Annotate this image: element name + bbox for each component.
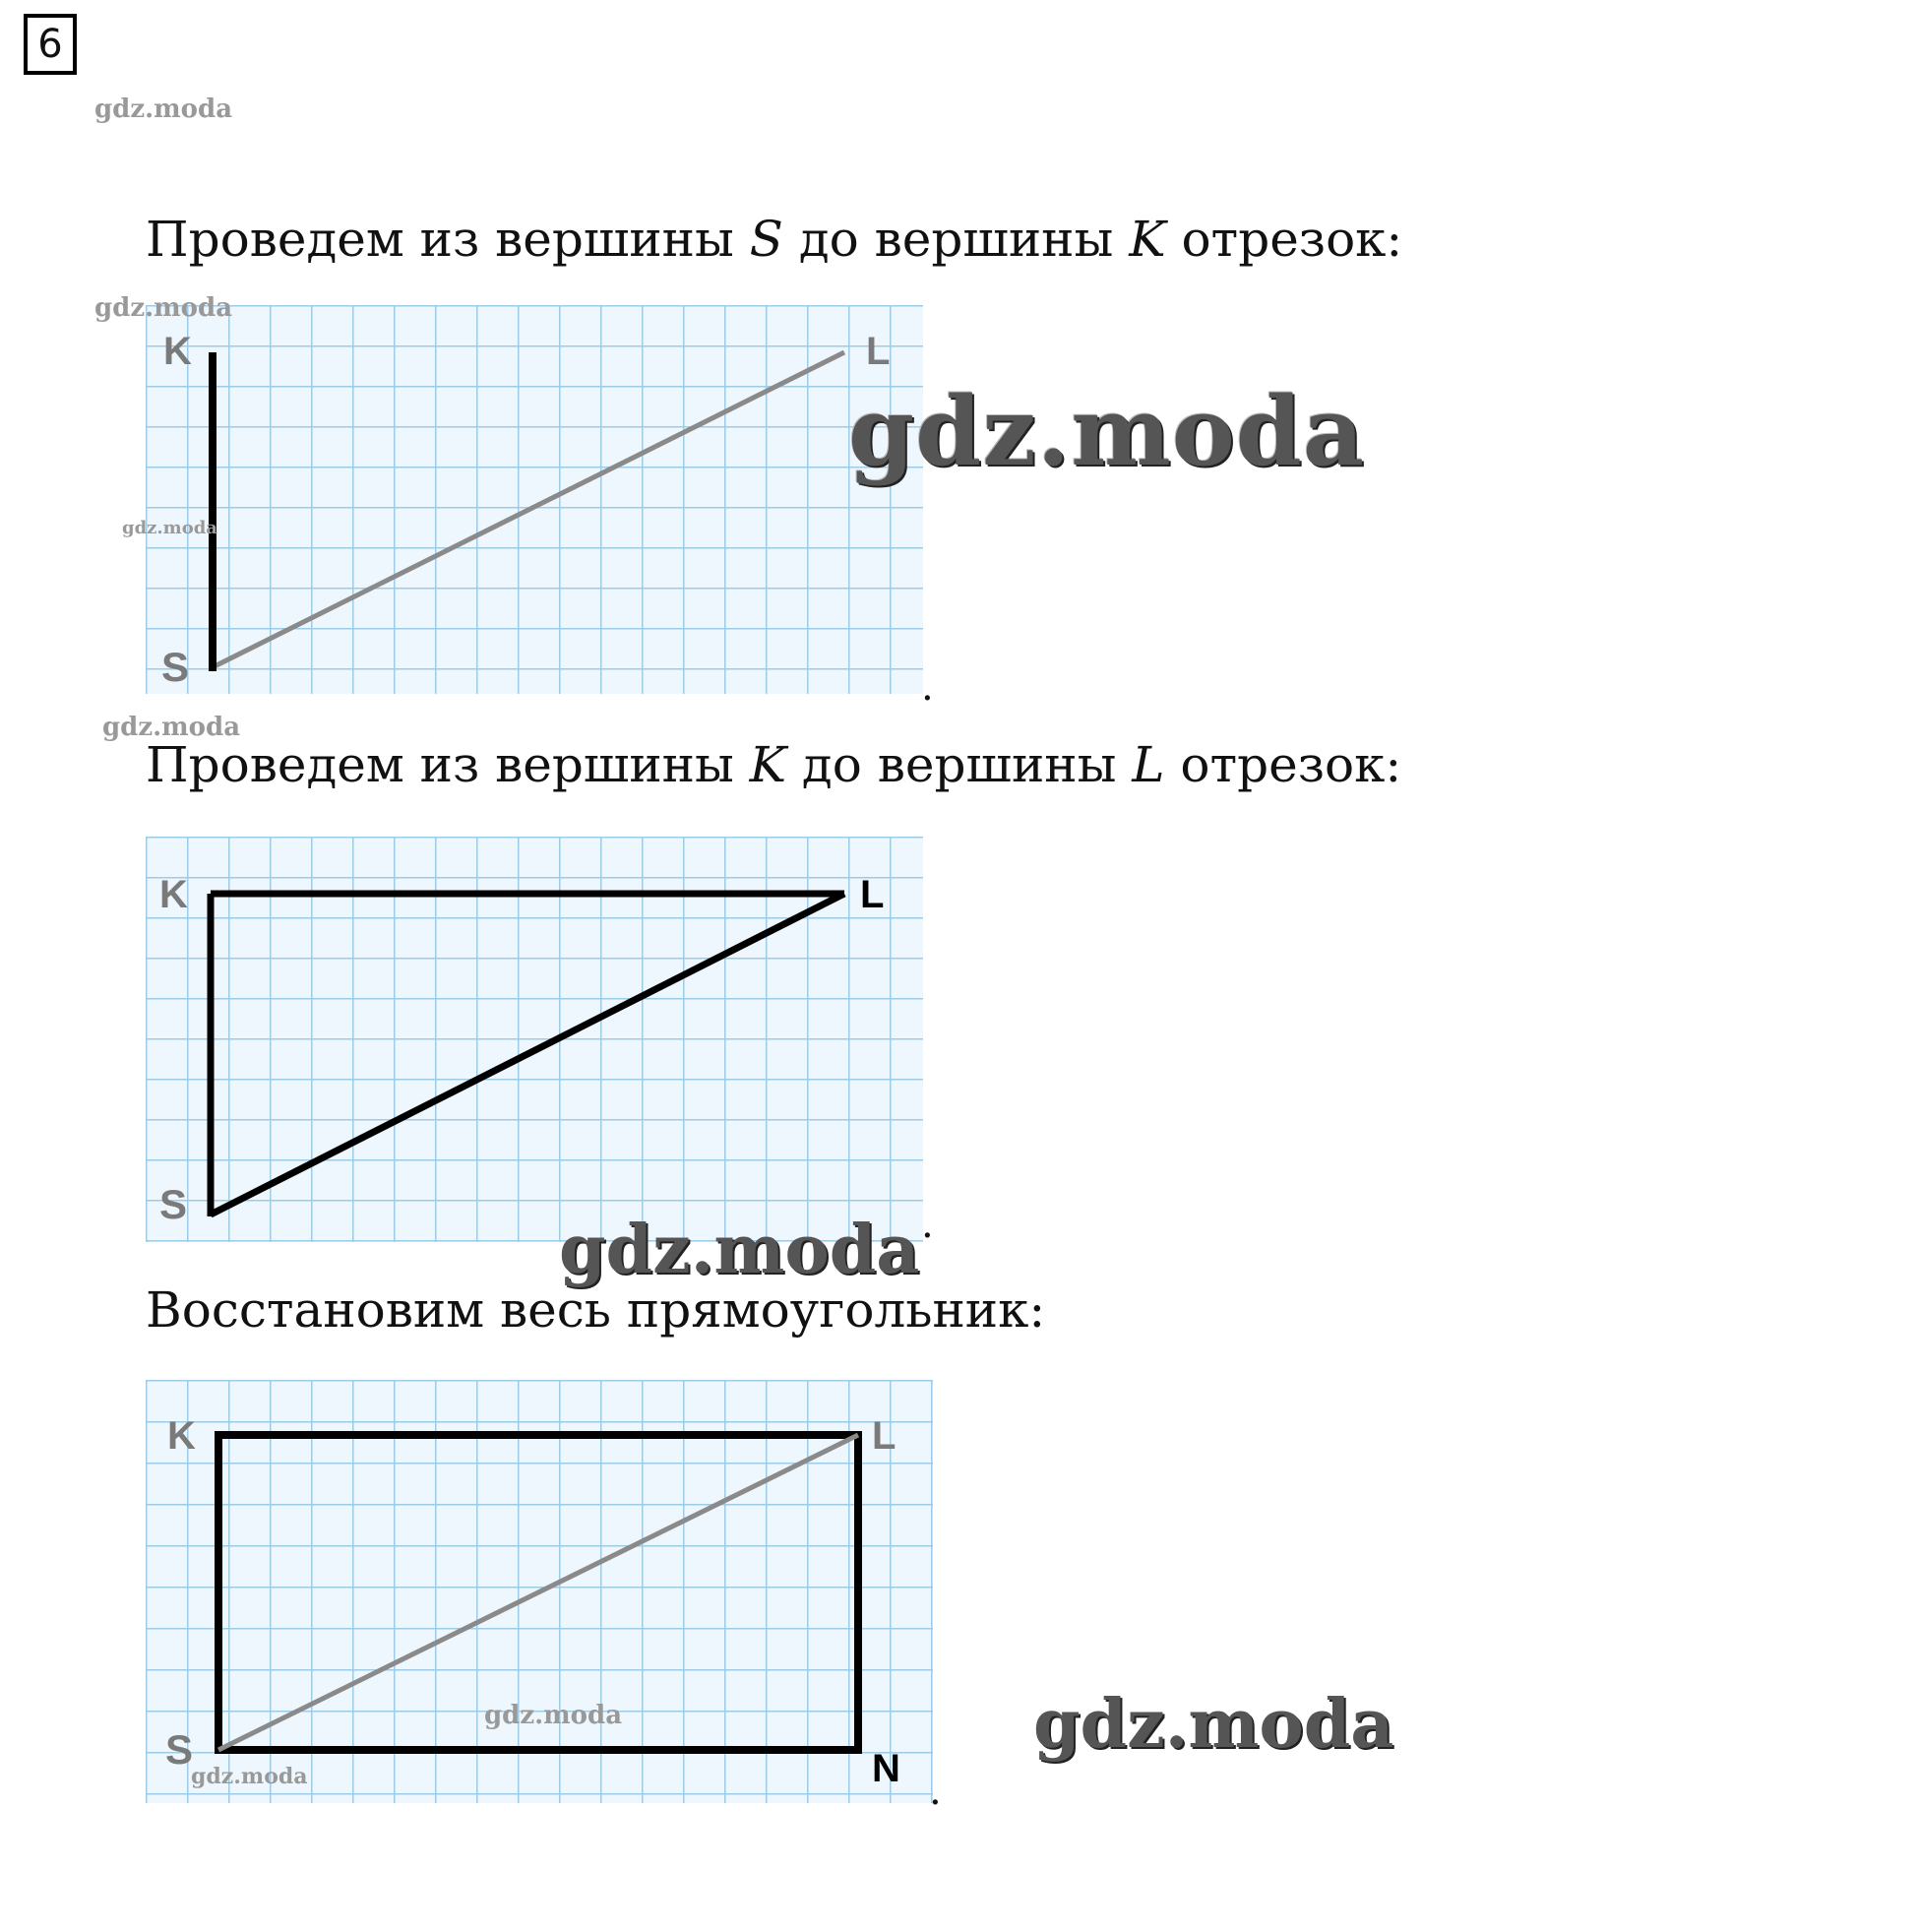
period: . (921, 1202, 934, 1247)
watermark: gdz.moda (191, 1764, 308, 1789)
watermark: gdz.moda (559, 1211, 920, 1289)
figure-1-grid (146, 305, 923, 694)
vertex-l-2: L (860, 873, 885, 916)
vertex-n-3: N (872, 1747, 900, 1790)
watermark: gdz.moda (1033, 1685, 1394, 1764)
watermark: gdz.moda (484, 1701, 623, 1730)
instruction-line-1: Проведем из вершины S до вершины K отрезок: (146, 211, 1403, 268)
watermark: gdz.moda (94, 293, 233, 323)
vertex-s-3: S (165, 1726, 194, 1773)
figure-2-grid (146, 837, 923, 1242)
vertex-l-3: L (872, 1414, 897, 1458)
watermark: gdz.moda (848, 376, 1366, 487)
vertex-k-1: K (163, 330, 192, 373)
watermark: gdz.moda (122, 518, 217, 538)
vertex-k-2: K (159, 873, 188, 916)
vertex-s-1: S (161, 644, 190, 690)
period: . (929, 1769, 942, 1814)
task-number: 6 (37, 22, 63, 67)
vertex-k-3: K (167, 1414, 196, 1458)
period: . (921, 664, 934, 710)
watermark: gdz.moda (94, 94, 233, 124)
task-number-box (24, 14, 77, 75)
watermark: gdz.moda (102, 713, 241, 742)
vertex-l-1: L (866, 330, 891, 373)
vertex-s-2: S (159, 1181, 188, 1227)
figure-3-grid (146, 1380, 933, 1803)
instruction-line-2: Проведем из вершины K до вершины L отрезок: (146, 736, 1402, 793)
instruction-line-3: Восстановим весь прямоугольник: (146, 1281, 1046, 1339)
